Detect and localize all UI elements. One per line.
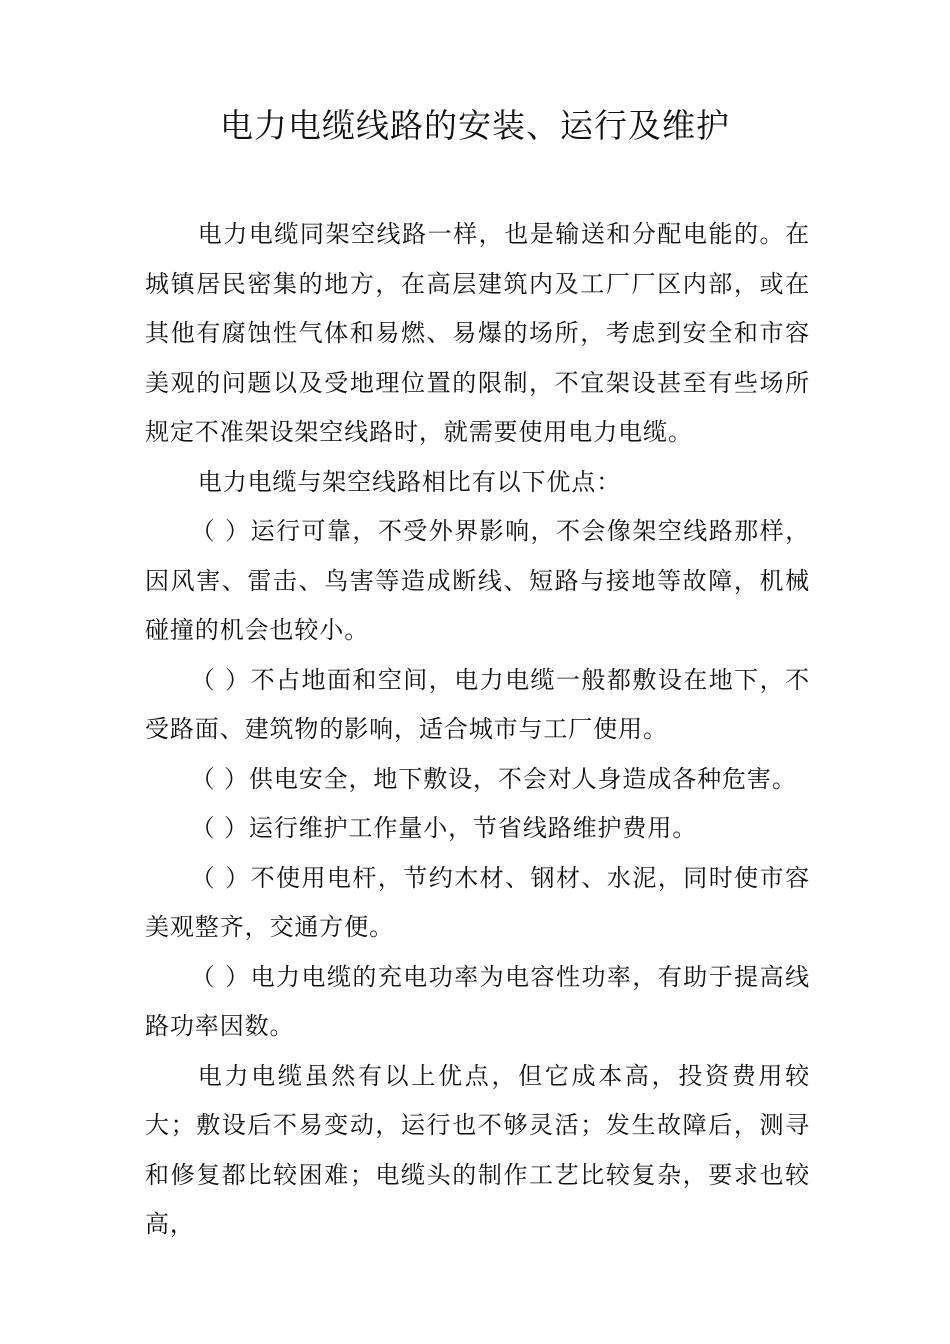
document-body [145, 210, 810, 1250]
paragraph-disadvantages: 电力电缆虽然有以上优点，但它成本高，投资费用较大；敷设后不易变动，运行也不够灵活；发生故障后，测寻和修复都比较困难；电缆头的制作工艺比较复杂，要求也较高， [145, 1061, 810, 1238]
advantage-item: （ ）运行可靠，不受外界影响，不会像架空线路那样，因风害、雷击、鸟害等造成断线、短路与接地等故障，机械碰撞的机会也较小。 [145, 517, 810, 644]
paragraph-intro: 电力电缆同架空线路一样，也是输送和分配电能的。在城镇居民密集的地方，在高层建筑内及工厂厂区内部，或在其他有腐蚀性气体和易燃、易爆的场所，考虑到安全和市容美观的问题以及受地理位置的限制，不宜架设甚至有些场所规定不准架设架空线路时，就需要使用电力电缆。 [145, 220, 810, 446]
advantage-item: （ ）供电安全，地下敷设，不会对人身造成各种危害。 [190, 764, 797, 793]
paragraph-advantages-lead: 电力电缆与架空线路相比有以下优点： [197, 467, 622, 496]
advantage-item: （ ）运行维护工作量小，节省线路维护费用。 [190, 814, 698, 842]
advantage-item: （ ）不使用电杆，节约木材、钢材、水泥，同时使市容美观整齐，交通方便。 [145, 863, 810, 941]
advantage-item: （ ）电力电缆的充电功率为电容性功率，有助于提高线路功率因数。 [145, 962, 810, 1040]
document-title: 电力电缆线路的安装、运行及维护 [220, 106, 730, 145]
advantage-item: （ ）不占地面和空间，电力电缆一般都敷设在地下，不受路面、建筑物的影响，适合城市与工厂使用。 [145, 665, 810, 743]
